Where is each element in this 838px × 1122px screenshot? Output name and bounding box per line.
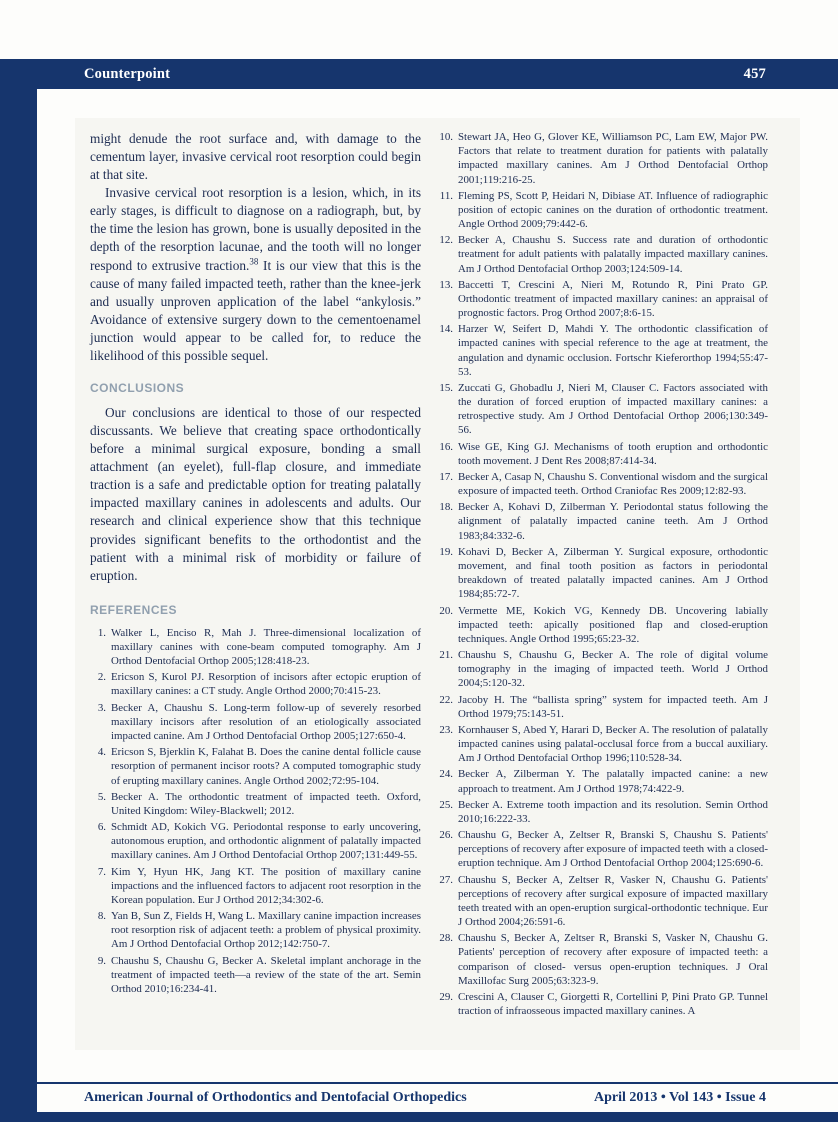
reference-number: 27. bbox=[439, 873, 453, 886]
reference-text: Becker A, Casap N, Chaushu S. Conventional wisdom and the surgical exposure of impacted teeth. Orthod Craniofac Res 2009;12:82-93. bbox=[458, 470, 768, 498]
reference-item bbox=[437, 278, 768, 321]
reference-number: 18. bbox=[439, 501, 453, 514]
reference-number: 6. bbox=[97, 821, 106, 834]
reference-text: Ericson S, Bjerklin K, Falahat B. Does the canine dental follicle cause resorption of permanent incisor roots? A computed tomographic study of erupting maxillary canines. Angle Orthod 2002;72:95-104. bbox=[111, 746, 421, 787]
reference-item bbox=[437, 381, 768, 438]
paragraph-text: It is our view that this is the cause of many failed impacted teeth, rather than the knee-jerk and usually unproven application of the label “ankylosis.” Avoidance of extensive surgery down to the cementoenamel junction would appear to be called for, to reduce the likelihood of this possible sequel. bbox=[90, 257, 421, 363]
reference-item bbox=[90, 865, 421, 908]
reference-number: 23. bbox=[439, 723, 453, 736]
reference-number: 29. bbox=[439, 990, 453, 1003]
reference-item bbox=[90, 670, 421, 698]
reference-item bbox=[437, 767, 768, 795]
reference-text: Jacoby H. The “ballista spring” system for impacted teeth. Am J Orthod 1979;75:143-51. bbox=[458, 693, 768, 720]
reference-number: 8. bbox=[97, 910, 106, 923]
content-area bbox=[90, 130, 768, 1020]
section-label: Counterpoint bbox=[84, 65, 171, 82]
reference-text: Wise GE, King GJ. Mechanisms of tooth eruption and orthodontic tooth movement. J Dent Res 2008;87:414-34. bbox=[458, 440, 768, 467]
references-heading: REFERENCES bbox=[90, 602, 178, 617]
reference-text: Vermette ME, Kokich VG, Kennedy DB. Uncovering labially impacted teeth: apically positioned flap and closed-eruption techniques. Angle Orthod 1995;65:23-32. bbox=[458, 604, 768, 645]
reference-text: Becker A. Extreme tooth impaction and its resolution. Semin Orthod 2010;16:222-33. bbox=[458, 798, 768, 825]
reference-text: Walker L, Enciso R, Mah J. Three-dimensional localization of maxillary canines with cone-beam computed tomography. Am J Orthod Dentofacial Orthop 2005;128:418-23. bbox=[111, 626, 421, 668]
reference-number: 16. bbox=[439, 440, 453, 453]
reference-text: Becker A, Zilberman Y. The palatally impacted canine: a new approach to treatment. Am J Orthod 1978;74:422-9. bbox=[458, 768, 768, 795]
reference-item bbox=[437, 130, 768, 187]
reference-number: 17. bbox=[439, 470, 453, 483]
right-column bbox=[437, 130, 768, 1020]
paragraph-text: Invasive cervical root resorption is a lesion, which, in its early stages, is difficult to diagnose on a radiograph, but, by the time the lesion has grown, bone is usually deposited in the depth of the resorption lacunae, and the tooth will no longer respond to extrusive traction. bbox=[90, 185, 421, 273]
left-column bbox=[90, 130, 421, 1020]
reference-number: 26. bbox=[439, 829, 453, 842]
reference-text: Stewart JA, Heo G, Glover KE, Williamson PC, Lam EW, Major PW. Factors that relate to treatment duration for patients with palatally impacted maxillary canines. Am J Orthod Dentofacial Orthop 2001;119:216-25. bbox=[458, 131, 768, 186]
reference-item bbox=[90, 820, 421, 863]
reference-item bbox=[437, 500, 768, 543]
references-list-left bbox=[90, 626, 421, 996]
page-footer bbox=[37, 1082, 838, 1112]
reference-text: Chaushu S, Becker A, Zeltser R, Vasker N, Chaushu G. Patients' perceptions of recovery after surgical exposure of impacted maxillary teeth treated with an open-eruption surgical-orthodontic technique. Eur J Orthod 2004;26:591-6. bbox=[458, 873, 768, 929]
reference-item bbox=[437, 545, 768, 602]
reference-item bbox=[90, 954, 421, 997]
reference-number: 10. bbox=[439, 131, 453, 143]
reference-text: Chaushu S, Becker A, Zeltser R, Branski S, Vasker N, Chaushu G. Patients' perception of recovery after exposure of impacted teeth: a comparison of closed- versus open-eruption techniques. J Oral Maxillofac Surg 2005;63:323-9. bbox=[458, 932, 768, 987]
conclusions-paragraph: Our conclusions are identical to those of our respected discussants. We believe that creating space orthodontically before a minimal surgical exposure, bonding a small attachment (an eyelet), full-flap closure, and immediate traction is a safe and predictable option for treating palatally impacted maxillary canines in adolescents and adults. Our research and clinical experience show that this technique provides significant benefits to the orthodontist and the patient with a minimal risk of morbidity or failure of eruption. bbox=[90, 405, 421, 583]
reference-text: Becker A, Chaushu S. Success rate and duration of orthodontic treatment for adult patients with palatally impacted maxillary canines. Am J Orthod Dentofacial Orthop 2003;124:509-14. bbox=[458, 234, 768, 275]
reference-number: 7. bbox=[97, 865, 106, 878]
reference-number: 15. bbox=[439, 381, 453, 394]
reference-text: Kohavi D, Becker A, Zilberman Y. Surgical exposure, orthodontic movement, and final tooth position as factors in periodontal breakdown of treated palatally impacted canines. Am J Orthod 1984;85:72-7. bbox=[458, 545, 768, 601]
reference-number: 21. bbox=[439, 649, 453, 662]
reference-text: Kim Y, Hyun HK, Jang KT. The position of maxillary canine impactions and the influenced factors to adjacent root resorption in the Korean population. Eur J Orthod 2012;34:302-6. bbox=[111, 865, 421, 906]
reference-number: 5. bbox=[97, 790, 106, 803]
reference-number: 28. bbox=[439, 932, 453, 945]
citation-superscript: 38 bbox=[249, 256, 259, 267]
reference-number: 25. bbox=[439, 798, 453, 811]
reference-text: Becker A, Kohavi D, Zilberman Y. Periodontal status following the alignment of palatally impacted canine teeth. Am J Orthod 1983;84:332-6. bbox=[458, 501, 768, 542]
left-accent-bar bbox=[0, 59, 37, 1122]
reference-number: 1. bbox=[97, 626, 106, 639]
reference-text: Crescini A, Clauser C, Giorgetti R, Cortellini P, Pini Prato GP. Tunnel traction of infraosseous impacted maxillary canines. A bbox=[458, 990, 768, 1018]
reference-item bbox=[437, 693, 768, 721]
references-list-right bbox=[437, 130, 768, 1018]
reference-text: Chaushu S, Chaushu G, Becker A. The role of digital volume tomography in the imaging of impacted teeth. World J Orthod 2004;5:120-32. bbox=[458, 649, 768, 690]
reference-item bbox=[437, 604, 768, 647]
issue-info: April 2013 • Vol 143 • Issue 4 bbox=[594, 1090, 766, 1105]
reference-text: Kornhauser S, Abed Y, Harari D, Becker A. The resolution of palatally impacted canines using palatal-occlusal force from a buccal auxiliary. Am J Orthod Dentofacial Orthop 1996;110:528-34. bbox=[458, 723, 768, 765]
reference-text: Chaushu G, Becker A, Zeltser R, Branski S, Chaushu S. Patients' perceptions of recovery after exposure of impacted teeth with a closed-eruption technique. Am J Orthod Dentofacial Orthop 2004;125:690-6. bbox=[458, 829, 768, 870]
reference-text: Ericson S, Kurol PJ. Resorption of incisors after ectopic eruption of maxillary canines: a CT study. Angle Orthod 2000;70:415-23. bbox=[111, 671, 421, 698]
reference-item bbox=[90, 909, 421, 952]
reference-number: 11. bbox=[439, 189, 453, 202]
body-paragraph: might denude the root surface and, with damage to the cementum layer, invasive cervical root resorption could begin at that site. bbox=[90, 131, 421, 183]
reference-item bbox=[437, 322, 768, 379]
reference-item bbox=[437, 470, 768, 498]
reference-text: Schmidt AD, Kokich VG. Periodontal response to early uncovering, autonomous eruption, and orthodontic alignment of palatally impacted maxillary canines. Am J Orthod Dentofacial Orthop 2007;131:449-55. bbox=[111, 821, 421, 862]
reference-item bbox=[437, 798, 768, 826]
reference-text: Fleming PS, Scott P, Heidari N, Dibiase AT. Influence of radiographic position of ectopic canines on the duration of orthodontic treatment. Angle Orthod 2009;79:442-6. bbox=[458, 189, 768, 231]
conclusions-heading: CONCLUSIONS bbox=[90, 381, 185, 396]
reference-text: Baccetti T, Crescini A, Nieri M, Rotundo R, Pini Prato GP. Orthodontic treatment of impacted maxillary canines: an appraisal of prognostic factors. Prog Orthod 2007;8:6-15. bbox=[458, 278, 768, 320]
reference-item bbox=[90, 626, 421, 669]
reference-number: 19. bbox=[439, 545, 453, 558]
reference-text: Becker A, Chaushu S. Long-term follow-up of severely resorbed maxillary incisors after resolution of an etiologically associated impacted canine. Am J Orthod Dentofacial Orthop 2005;127:650-4. bbox=[111, 701, 421, 742]
page-number: 457 bbox=[743, 65, 766, 82]
reference-number: 4. bbox=[97, 746, 106, 759]
reference-item bbox=[90, 701, 421, 744]
reference-text: Yan B, Sun Z, Fields H, Wang L. Maxillary canine impaction increases root resorption risk of adjacent teeth: a problem of physical proximity. Am J Orthod Dentofacial Orthop 2012;142:750-7. bbox=[111, 910, 421, 951]
reference-number: 20. bbox=[439, 604, 453, 617]
reference-number: 9. bbox=[97, 954, 106, 967]
reference-number: 13. bbox=[439, 278, 453, 291]
reference-text: Harzer W, Seifert D, Mahdi Y. The orthodontic classification of impacted canines with special reference to the age at treatment, the angulation and dynamic occlusion. Fortschr Kieferorthop 1994;55:47-53. bbox=[458, 323, 768, 378]
reference-item bbox=[90, 790, 421, 818]
reference-item bbox=[437, 723, 768, 766]
reference-number: 14. bbox=[439, 323, 453, 336]
reference-item bbox=[437, 233, 768, 276]
reference-item bbox=[437, 189, 768, 232]
reference-number: 3. bbox=[97, 701, 106, 714]
reference-item bbox=[90, 745, 421, 788]
reference-number: 22. bbox=[439, 693, 453, 706]
body-paragraph bbox=[90, 184, 421, 365]
reference-item bbox=[437, 440, 768, 468]
reference-text: Becker A. The orthodontic treatment of impacted teeth. Oxford, United Kingdom: Wiley-Blackwell; 2012. bbox=[111, 790, 421, 817]
reference-item bbox=[437, 931, 768, 988]
journal-title: American Journal of Orthodontics and Dentofacial Orthopedics bbox=[84, 1090, 467, 1105]
reference-text: Chaushu S, Chaushu G, Becker A. Skeletal implant anchorage in the treatment of impacted teeth—a review of the state of the art. Semin Orthod 2010;16:234-41. bbox=[111, 954, 421, 995]
reference-text: Zuccati G, Ghobadlu J, Nieri M, Clauser C. Factors associated with the duration of forced eruption of impacted maxillary canines: a retrospective study. Am J Orthod Dentofacial Orthop 2006;130:349-56. bbox=[458, 381, 768, 437]
bottom-accent-bar bbox=[0, 1112, 838, 1122]
reference-item bbox=[437, 873, 768, 930]
reference-item bbox=[437, 828, 768, 871]
reference-number: 12. bbox=[439, 234, 453, 247]
reference-number: 2. bbox=[97, 671, 106, 684]
reference-number: 24. bbox=[439, 768, 453, 781]
reference-item bbox=[437, 648, 768, 691]
page-header bbox=[0, 59, 838, 89]
reference-item bbox=[437, 990, 768, 1018]
